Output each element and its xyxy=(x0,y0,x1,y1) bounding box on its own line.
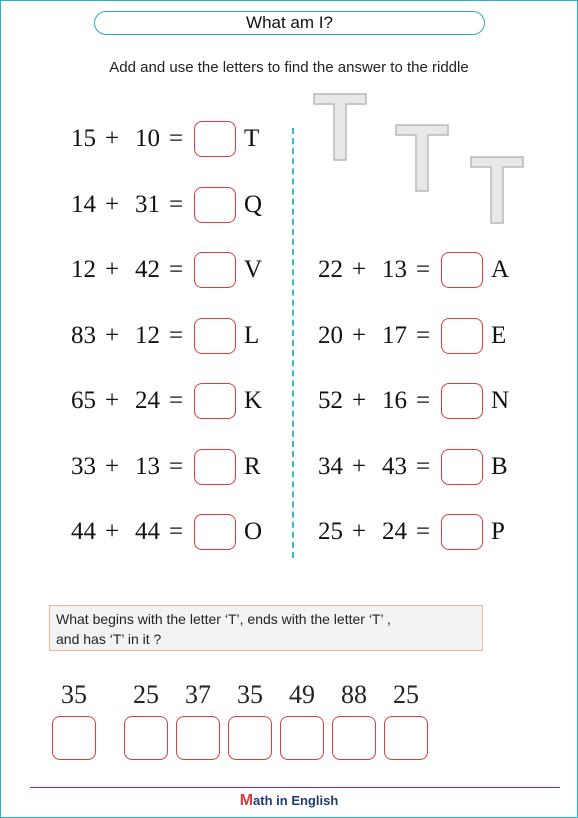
addend-1: 34 xyxy=(318,453,343,480)
equals-sign: = xyxy=(415,256,431,283)
addend-1: 14 xyxy=(71,191,96,218)
answer-box[interactable] xyxy=(441,318,483,354)
answer-letter-box[interactable] xyxy=(124,716,168,760)
answer-number: 35 xyxy=(61,680,87,709)
code-letter: A xyxy=(491,256,510,283)
equals-sign: = xyxy=(168,256,184,283)
plus-sign: + xyxy=(104,322,120,349)
answer-box[interactable] xyxy=(194,318,236,354)
addend-1: 22 xyxy=(318,256,343,283)
code-letter: L xyxy=(244,322,260,349)
footer-divider xyxy=(30,787,560,788)
plus-sign: + xyxy=(104,256,120,283)
addend-2: 31 xyxy=(135,191,160,218)
page-title: What am I? xyxy=(94,11,485,35)
footer-logo xyxy=(0,792,578,810)
answer-box[interactable] xyxy=(194,449,236,485)
addend-1: 52 xyxy=(318,387,343,414)
instructions: Add and use the letters to find the answer to the riddle xyxy=(109,59,469,76)
answer-letter-box[interactable] xyxy=(384,716,428,760)
equals-sign: = xyxy=(415,387,431,414)
code-letter: N xyxy=(491,387,510,414)
addend-2: 13 xyxy=(135,453,160,480)
equals-sign: = xyxy=(415,518,431,545)
answer-letter-box[interactable] xyxy=(332,716,376,760)
equals-sign: = xyxy=(415,453,431,480)
answer-box[interactable] xyxy=(194,514,236,550)
equals-sign: = xyxy=(415,322,431,349)
plus-sign: + xyxy=(104,125,120,152)
code-letter: T xyxy=(244,125,260,152)
addend-1: 20 xyxy=(318,322,343,349)
code-letter: R xyxy=(244,453,261,480)
decor-t-2 xyxy=(392,123,452,193)
answer-box[interactable] xyxy=(194,187,236,223)
answer-number: 35 xyxy=(237,680,263,709)
answer-box[interactable] xyxy=(441,514,483,550)
riddle-box xyxy=(49,605,483,651)
footer-logo-text: ath in English xyxy=(253,793,339,808)
code-letter: V xyxy=(244,256,263,283)
answer-letter-box[interactable] xyxy=(52,716,96,760)
plus-sign: + xyxy=(104,387,120,414)
addend-1: 33 xyxy=(71,453,96,480)
answer-box[interactable] xyxy=(441,449,483,485)
plus-sign: + xyxy=(104,518,120,545)
answer-box[interactable] xyxy=(194,121,236,157)
code-letter: B xyxy=(491,453,508,480)
equals-sign: = xyxy=(168,125,184,152)
equals-sign: = xyxy=(168,387,184,414)
answer-number: 25 xyxy=(393,680,419,709)
plus-sign: + xyxy=(351,256,367,283)
addend-2: 17 xyxy=(382,322,407,349)
addend-1: 12 xyxy=(71,256,96,283)
footer-logo-m: M xyxy=(239,792,254,809)
equals-sign: = xyxy=(168,518,184,545)
addend-2: 42 xyxy=(135,256,160,283)
answer-box[interactable] xyxy=(194,252,236,288)
decor-t-1 xyxy=(310,92,370,162)
code-letter: P xyxy=(491,518,505,545)
answer-letter-box[interactable] xyxy=(176,716,220,760)
addend-2: 24 xyxy=(382,518,407,545)
answer-box[interactable] xyxy=(441,252,483,288)
code-letter: O xyxy=(244,518,263,545)
addend-1: 25 xyxy=(318,518,343,545)
addend-2: 43 xyxy=(382,453,407,480)
plus-sign: + xyxy=(104,453,120,480)
plus-sign: + xyxy=(351,518,367,545)
plus-sign: + xyxy=(104,191,120,218)
answer-letter-box[interactable] xyxy=(280,716,324,760)
equals-sign: = xyxy=(168,322,184,349)
equals-sign: = xyxy=(168,191,184,218)
addend-2: 44 xyxy=(135,518,160,545)
decor-t-3 xyxy=(467,155,527,225)
answer-number: 37 xyxy=(185,680,211,709)
code-letter: K xyxy=(244,387,263,414)
riddle-line-1: What begins with the letter ‘T’, ends with the letter ‘T’ , xyxy=(56,611,391,627)
code-letter: E xyxy=(491,322,507,349)
riddle-line-2: and has ‘T’ in it ? xyxy=(56,631,162,647)
plus-sign: + xyxy=(351,453,367,480)
addend-2: 13 xyxy=(382,256,407,283)
code-letter: Q xyxy=(244,191,263,218)
plus-sign: + xyxy=(351,322,367,349)
answer-letter-box[interactable] xyxy=(228,716,272,760)
answer-number: 25 xyxy=(133,680,159,709)
addend-2: 16 xyxy=(382,387,407,414)
answer-box[interactable] xyxy=(194,383,236,419)
addend-2: 24 xyxy=(135,387,160,414)
addend-1: 83 xyxy=(71,322,96,349)
addend-1: 15 xyxy=(71,125,96,152)
addend-2: 12 xyxy=(135,322,160,349)
answer-number: 49 xyxy=(289,680,315,709)
addend-2: 10 xyxy=(135,125,160,152)
answer-number: 88 xyxy=(341,680,367,709)
equals-sign: = xyxy=(168,453,184,480)
addend-1: 44 xyxy=(71,518,96,545)
column-divider xyxy=(292,128,294,558)
answer-box[interactable] xyxy=(441,383,483,419)
addend-1: 65 xyxy=(71,387,96,414)
plus-sign: + xyxy=(351,387,367,414)
